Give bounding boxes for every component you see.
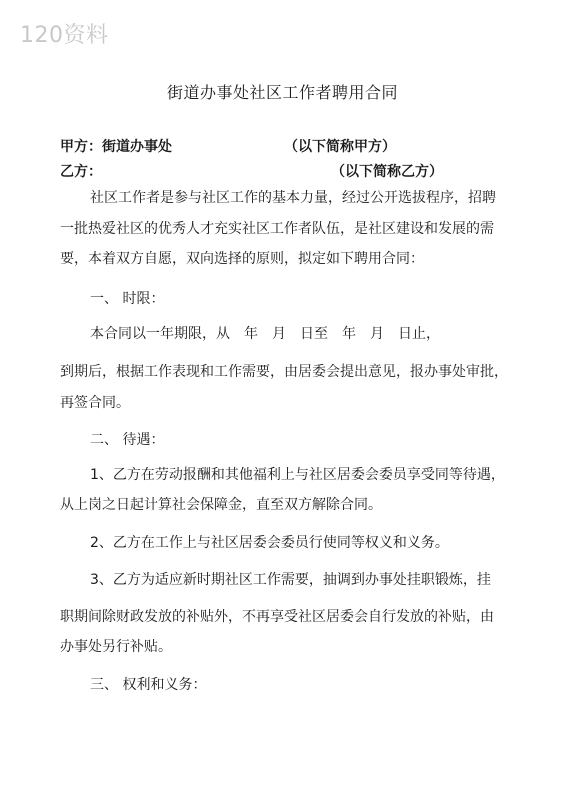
section-2-item-3-line-2: 职期间除财政发放的补贴外，不再享受社区居委会自行发放的补贴，由 [60,609,494,625]
party-b-label: 乙方： [60,164,102,180]
section-2-heading: 二、 待遇： [90,432,165,448]
party-b-note: （以下简称乙方） [331,164,443,180]
section-2-item-3-line-3: 办事处另行补贴。 [60,639,172,655]
section-1-line-2: 到期后，根据工作表现和工作需要，由居委会提出意见，报办事处审批， [60,364,508,380]
party-a-note: （以下简称甲方） [284,139,396,155]
section-2-item-1-line-1: 1、乙方在劳动报酬和其他福利上与社区居委会委员享受同等待遇， [90,467,505,483]
section-3-heading: 三、 权利和义务： [90,677,207,693]
party-a-label: 甲方：街道办事处 [60,139,172,155]
document-title: 街道办事处社区工作者聘用合同 [166,83,398,102]
section-2-item-3-line-1: 3、乙方为适应新时期社区工作需要，抽调到办事处挂职锻炼，挂 [90,572,491,588]
intro-line-1: 社区工作者是参与社区工作的基本力量，经过公开选拔程序，招聘 [90,190,496,206]
section-2-item-1-line-2: 从上岗之日起计算社会保障金，直至双方解除合同。 [60,497,382,513]
section-1-heading: 一、 时限： [90,291,165,307]
intro-line-3: 要，本着双方自愿，双向选择的原则，拟定如下聘用合同： [60,251,424,267]
watermark: 120资料 [20,23,109,48]
section-1-line-1: 本合同以一年期限，从 年 月 日至 年 月 日止， [90,326,440,342]
section-2-item-2: 2、乙方在工作上与社区居委会委员行使同等权义和义务。 [90,535,449,551]
section-1-line-3: 再签合同。 [60,395,130,411]
intro-line-2: 一批热爱社区的优秀人才充实社区工作者队伍，是社区建设和发展的需 [60,221,494,237]
